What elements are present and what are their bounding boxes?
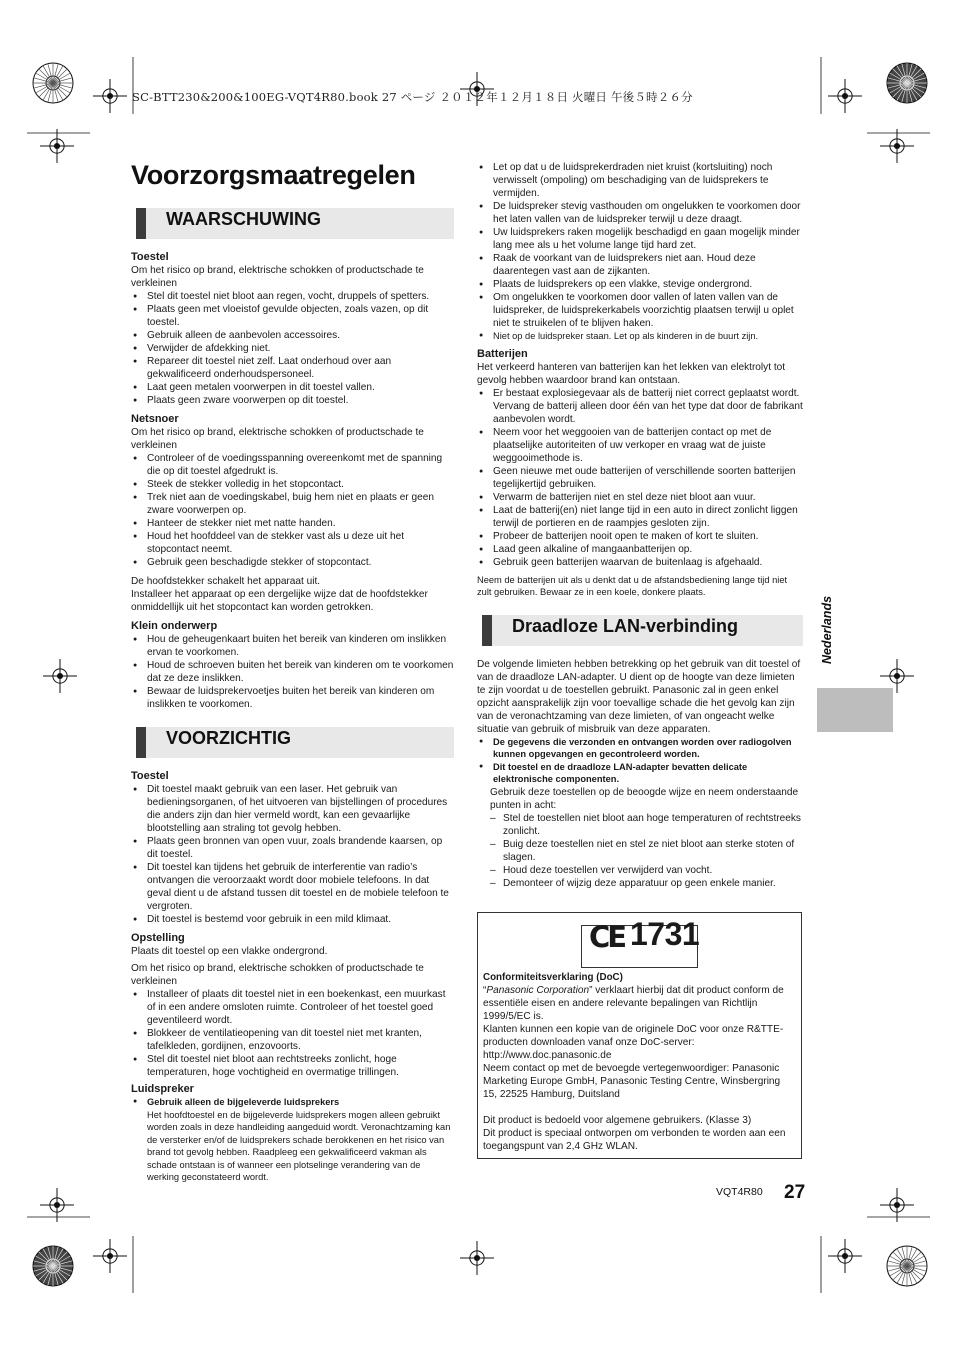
note-text: Installeer het apparaat op een dergelijke wijze dat de hoofdstekker onmiddellijk uit het stopcontact kan worden getrokken. (131, 589, 428, 613)
list-item: ● Hanteer de stekker niet met natte handen. (131, 517, 454, 530)
notified-body-number: 1731 (630, 916, 700, 952)
bullet-list-batterijen (477, 387, 803, 569)
subheading-batterijen: Batterijen (477, 347, 528, 360)
subheading-toestel: Toestel (131, 251, 169, 263)
list-item: ● Trek niet aan de voedingskabel, buig hem niet en plaats er geen zware voorwerpen op. (131, 491, 454, 517)
list-item: ● Stel dit toestel niet bloot aan rechtstreeks zonlicht, hoge temperaturen, hoge vochtigheid en overmatige trillingen. (131, 1053, 454, 1079)
list-item: ● Houd het hoofddeel van de stekker vast als u deze uit het stopcontact neemt. (131, 530, 454, 556)
intro-text: Om het risico op brand, elektrische schokken of productschade te verkleinen (131, 427, 424, 451)
intro-text: Om het risico op brand, elektrische schokken of productschade te verkleinen (131, 265, 424, 289)
list-item: ● Gebruik geen batterijen waarvan de buitenlaag is afgehaald. (477, 556, 803, 569)
intro-text: De volgende limieten hebben betrekking op het gebruik van dit toestel of van de draadloze LAN-adapter. U dient op de hoogte van deze limieten te zijn voordat u de toestellen gebruikt. Panasonic zal in geen enkel opzicht aansprakelijk zijn voor toevallige schade die het gevolg kan zijn van de veronachtzaming van deze limieten, of van ongeacht welke situatie van gebruik of misbruik van deze apparaten. (477, 658, 801, 735)
body-text: Het hoofdtoestel en de bijgeleverde luidsprekers mogen alleen gebruikt worden zoals in deze handleiding aangeduid wordt. Veronachtzaming kan de versterker en/of de luidsprekers schade berokkenen en het risico van brand tot gevolg hebben. Raadpleeg een gekwalificeerd vakman als schade ontstaan is of wanneer een plotselinge verandering van de werking geconstateerd wordt. (147, 1109, 451, 1182)
list-item: ● Probeer de batterijen nooit open te maken of kort te sluiten. (477, 530, 803, 543)
list-item: – Houd deze toestellen ver verwijderd van vocht. (490, 864, 803, 877)
list-item: ● Verwarm de batterijen niet en stel deze niet bloot aan vuur. (477, 491, 803, 504)
section-heading: VOORZICHTIG (166, 728, 291, 748)
bullet-list-lan (477, 736, 803, 786)
list-item: ● Gebruik geen beschadigde stekker of stopcontact. (131, 556, 454, 569)
bullet-list-toestel (131, 290, 454, 407)
ce-logo: CE (589, 920, 625, 954)
bullet-list-luidspreker-vervolg (477, 161, 803, 343)
doc-line: Dit product is bedoeld voor algemene gebruikers. (Klasse 3) (483, 1115, 752, 1126)
list-item: ● Niet op de luidspreker staan. Let op als kinderen in de buurt zijn. (477, 330, 803, 343)
subheading-luidspreker: Luidspreker (131, 1083, 194, 1095)
list-item: – Demonteer of wijzig deze apparatuur op geen enkele manier. (490, 877, 803, 890)
list-item: ● Gebruik alleen de bijgeleverde luidsprekers (131, 1096, 454, 1109)
note-text: De hoofdstekker schakelt het apparaat uit. (131, 576, 321, 587)
list-item: – Buig deze toestellen niet en stel ze niet bloot aan sterke stoten of slagen. (490, 838, 803, 864)
list-item: ● Laad geen alkaline of mangaanbatterijen op. (477, 543, 803, 556)
bullet-list-klein (131, 633, 454, 711)
left-column (131, 206, 454, 1184)
crop-header-line: SC-BTT230&200&100EG-VQT4R80.book 27 ページ ２０１２年１２月１８日 火曜日 午後５時２６分 (132, 90, 693, 104)
page-title: Voorzorgsmaatregelen (131, 160, 416, 190)
list-item: ● Plaats de luidsprekers op een vlakke, stevige ondergrond. (477, 278, 803, 291)
list-item: ● Dit toestel kan tijdens het gebruik de interferentie van radio’s ontvangen die veroorzaakt wordt door mobiele telefoons. In dat geval dient u de afstand tussen dit toestel en de mobiele telefoon te vergroten. (131, 861, 454, 913)
dash-list-lan (477, 812, 803, 890)
list-item: ● Om ongelukken te voorkomen door vallen of laten vallen van de luidspreker, de luidsprekerkabels voorzichtig plaatsen terwijl u oplet niet te struikelen of te blijven haken. (477, 291, 803, 330)
list-item: ● Plaats geen zware voorwerpen op dit toestel. (131, 394, 454, 407)
subheading-opstelling: Opstelling (131, 932, 185, 944)
list-item: ● Blokkeer de ventilatieopening van dit toestel niet met kranten, tafelkleden, gordijnen, enzovoorts. (131, 1027, 454, 1053)
subheading-toestel: Toestel (131, 770, 169, 782)
list-item: ● De luidspreker stevig vasthouden om ongelukken te voorkomen door het laten vallen van de luidspreker terwijl u deze draagt. (477, 200, 803, 226)
doc-text (483, 971, 795, 1153)
section-heading: WAARSCHUWING (166, 209, 321, 229)
usage-text: Gebruik deze toestellen op de beoogde wijze en neem onderstaande punten in acht: (490, 786, 799, 811)
intro-text: Het verkeerd hanteren van batterijen kan het lekken van elektrolyt tot gevolg hebben waardoor brand kan ontstaan. (477, 361, 786, 386)
list-item: ● Laat geen metalen voorwerpen in dit toestel vallen. (131, 381, 454, 394)
list-item: ● Houd de schroeven buiten het bereik van kinderen om te voorkomen dat ze deze inslikken. (131, 659, 454, 685)
doc-line: Klanten kunnen een kopie van de originele DoC voor onze R&TTE-producten downloaden vanaf onze DoC-server: (483, 1024, 784, 1048)
list-item: ● Raak de voorkant van de luidsprekers niet aan. Houd deze daarentegen vast aan de zijkanten. (477, 252, 803, 278)
list-item: ● Uw luidsprekers raken mogelijk beschadigd en gaan mogelijk minder lang mee als u het volume lange tijd hard zet. (477, 226, 803, 252)
doc-line: Dit product is speciaal ontworpen om verbonden te worden aan een toegangspunt van 2,4 GHz WLAN. (483, 1128, 786, 1152)
list-item: ● Plaats geen bronnen van open vuur, zoals brandende kaarsen, op dit toestel. (131, 835, 454, 861)
section-bar-voorzichtig (136, 727, 454, 758)
list-item: ● Er bestaat explosiegevaar als de batterij niet correct geplaatst wordt. Vervang de batterij alleen door één van het type dat door de fabrikant aanbevolen wordt. (477, 387, 803, 426)
doc-line: “Panasonic Corporation” verklaart hierbij dat dit product conform de essentiële eisen en andere relevante bepalingen van Richtlijn 1999/5/EC is. (483, 985, 784, 1022)
intro-text: Plaats dit toestel op een vlakke ondergrond. (131, 946, 328, 957)
list-item: ● Installeer of plaats dit toestel niet in een boekenkast, een muurkast of in een andere omsloten ruimte. Controleer of het toestel goed geventileerd wordt. (131, 988, 454, 1027)
list-item: ● Dit toestel maakt gebruik van een laser. Het gebruik van bedieningsorganen, of het uitvoeren van bijstellingen of procedures die anders zijn dan hier vermeld wordt, kan een gevaarlijke blootstelling aan straling tot gevolg hebben. (131, 783, 454, 835)
bullet-list-toestel (131, 783, 454, 926)
doc-line: Neem contact op met de bevoegde vertegenwoordiger: Panasonic Marketing Europe GmbH, Panasonic Testing Centre, Winsbergring 15, 22525 Hamburg, Duitsland (483, 1063, 781, 1100)
section-heading: Draadloze LAN-verbinding (512, 615, 739, 636)
company-name: Panasonic Corporation (486, 985, 590, 996)
doc-box (477, 912, 802, 1159)
right-column (477, 161, 803, 890)
language-tab (817, 688, 893, 732)
bullet-list-netsnoer (131, 452, 454, 569)
list-item: ● Stel dit toestel niet bloot aan regen, vocht, druppels of spetters. (131, 290, 454, 303)
list-item: ● Geen nieuwe met oude batterijen of verschillende soorten batterijen tegelijkertijd gebruiken. (477, 465, 803, 491)
language-side-label: Nederlands (820, 595, 834, 665)
list-item: ● Verwijder de afdekking niet. (131, 342, 454, 355)
section-bar-waarschuwing (136, 208, 454, 239)
bullet-list-opstelling (131, 988, 454, 1079)
list-item: ● Neem voor het weggooien van de batterijen contact op met de plaatselijke autoriteiten of uw verkoper en vraag wat de juiste weggooimethode is. (477, 426, 803, 465)
doc-title: Conformiteitsverklaring (DoC) (483, 972, 623, 983)
list-item: ● Plaats geen met vloeistof gevulde objecten, zoals vazen, op dit toestel. (131, 303, 454, 329)
ce-mark (581, 916, 700, 968)
list-item: – Stel de toestellen niet bloot aan hoge temperaturen of rechtstreeks zonlicht. (490, 812, 803, 838)
document-code: VQT4R80 (716, 1186, 763, 1198)
list-item: ● De gegevens die verzonden en ontvangen worden over radiogolven kunnen opgevangen en gecontroleerd worden. (477, 736, 803, 761)
list-item: ● Dit toestel is bestemd voor gebruik in een mild klimaat. (131, 913, 454, 926)
doc-url: http://www.doc.panasonic.de (483, 1050, 612, 1061)
section-bar-lan (482, 615, 803, 646)
list-item: ● Let op dat u de luidsprekerdraden niet kruist (kortsluiting) noch verwisselt (ompoling) om beschadiging van de luidsprekers te vermijden. (477, 161, 803, 200)
subheading-netsnoer: Netsnoer (131, 413, 179, 425)
note-text: Neem de batterijen uit als u denkt dat u de afstandsbediening lange tijd niet zult gebruiken. Bewaar ze in een koele, donkere plaats. (477, 574, 788, 597)
list-item: ● Hou de geheugenkaart buiten het bereik van kinderen om inslikken ervan te voorkomen. (131, 633, 454, 659)
list-item: ● Gebruik alleen de aanbevolen accessoires. (131, 329, 454, 342)
list-item: ● Controleer of de voedingsspanning overeenkomt met de spanning die op dit toestel afgedrukt is. (131, 452, 454, 478)
list-item: ● Repareer dit toestel niet zelf. Laat onderhoud over aan gekwalificeerd onderhoudspersoneel. (131, 355, 454, 381)
subheading-klein-onderwerp: Klein onderwerp (131, 620, 218, 632)
list-item: ● Laat de batterij(en) niet lange tijd in een auto in direct zonlicht liggen terwijl de portieren en de raampjes gesloten zijn. (477, 504, 803, 530)
list-item: ● Dit toestel en de draadloze LAN-adapter bevatten delicate elektronische componenten. (477, 761, 803, 786)
page-number: 27 (784, 1182, 806, 1203)
list-item: ● Steek de stekker volledig in het stopcontact. (131, 478, 454, 491)
bullet-list-luidspreker (131, 1096, 454, 1109)
list-item: ● Bewaar de luidsprekervoetjes buiten het bereik van kinderen om inslikken te voorkomen. (131, 685, 454, 711)
intro-text: Om het risico op brand, elektrische schokken of productschade te verkleinen (131, 963, 424, 987)
